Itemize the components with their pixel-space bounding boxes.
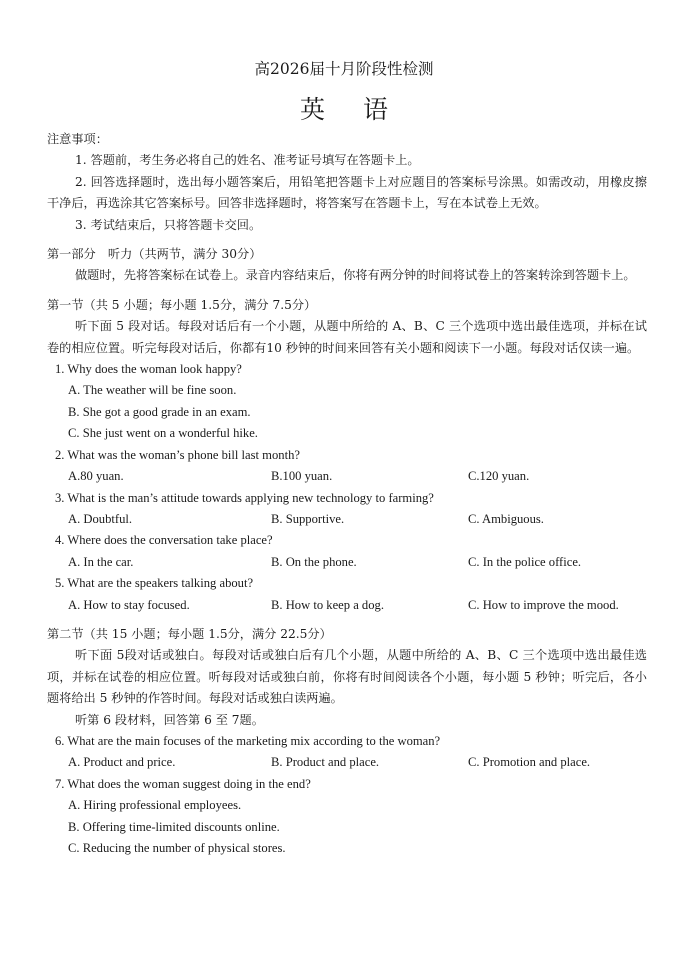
- question-5-options: [47, 595, 647, 616]
- question-7-option-b: B. Offering time-limited discounts online.: [68, 819, 280, 834]
- question-1-option-a: A. The weather will be fine soon.: [68, 383, 237, 398]
- question-6-options: [47, 752, 647, 773]
- exam-content: [47, 129, 647, 859]
- section1-heading: 第一节（共 5 小题；每小题 1.5分，满分 7.5分）: [47, 297, 317, 312]
- note-item-3: 3. 考试结束后，只将答题卡交回。: [75, 217, 262, 232]
- section2-instructions: 听下面 5段对话或独白。每段对话或独白后有几个小题，从题中所给的 A、B、C 三个选项中选出最佳选项，并标在试卷的相应位置。听每段对话或独白前，你将有时间阅读各个小题，每小题 5 秒钟；听完后，各小题将给出 5 秒钟的作答时间。每段对话或独白读两遍。: [47, 648, 647, 706]
- question-6-option-c: C. Promotion and place.: [468, 755, 591, 770]
- question-7-option-c: C. Reducing the number of physical stores.: [68, 841, 286, 855]
- question-5-option-b: B. How to keep a dog.: [271, 597, 384, 612]
- exam-subtitle: 高2026届十月阶段性检测: [254, 60, 434, 78]
- question-7: 7. What does the woman suggest doing in the end?: [55, 776, 311, 791]
- question-2-options: [47, 466, 647, 487]
- section1-instructions: 听下面 5 段对话。每段对话后有一个小题，从题中所给的 A、B、C 三个选项中选出最佳选项，并标在试卷的相应位置。听完每段对话后，你都有10 秒钟的时间来回答有关小题和阅读下一小题。每段对话仅读一遍。: [47, 319, 647, 355]
- note-item-1: 1. 答题前，考生务必将自己的姓名、准考证号填写在答题卡上。: [75, 153, 420, 168]
- question-5: 5. What are the speakers talking about?: [55, 576, 254, 591]
- question-1-option-b: B. She got a good grade in an exam.: [68, 404, 251, 419]
- question-4: 4. Where does the conversation take place?: [55, 533, 273, 548]
- question-2-option-b: B.100 yuan.: [271, 469, 333, 484]
- question-6-option-a: A. Product and price.: [68, 755, 176, 770]
- question-1-option-c: C. She just went on a wonderful hike.: [68, 426, 258, 441]
- notes-heading: 注意事项：: [47, 132, 108, 146]
- question-4-option-c: C. In the police office.: [468, 554, 582, 569]
- question-3-option-a: A. Doubtful.: [68, 511, 133, 526]
- part1-instructions: 做题时，先将答案标在试卷上。录音内容结束后，你将有两分钟的时间将试卷上的答案转涂到答题卡上。: [75, 268, 636, 283]
- question-1: 1. Why does the woman look happy?: [55, 362, 242, 377]
- question-3: 3. What is the man’s attitude towards applying new technology to farming?: [55, 490, 434, 505]
- question-4-options: [47, 552, 647, 573]
- section2-heading: 第二节（共 15 小题；每小题 1.5分，满分 22.5分）: [47, 626, 332, 641]
- note-item-2: 2. 回答选择题时，选出每小题答案后，用铅笔把答题卡上对应题目的答案标号涂黑。如需改动，用橡皮擦干净后，再选涂其它答案标号。回答非选择题时，将答案写在答题卡上，写在本试卷上无效。: [47, 174, 647, 211]
- question-6-option-b: B. Product and place.: [271, 755, 380, 770]
- question-3-options: [47, 509, 647, 530]
- question-4-option-b: B. On the phone.: [271, 554, 357, 569]
- exam-title: 英语: [299, 95, 426, 124]
- section2-material-note: 听第 6 段材料，回答第 6 至 7题。: [75, 712, 264, 727]
- question-7-option-a: A. Hiring professional employees.: [68, 798, 242, 813]
- question-6: 6. What are the main focuses of the marketing mix according to the woman?: [55, 733, 441, 748]
- question-5-option-c: C. How to improve the mood.: [468, 597, 619, 612]
- question-2: 2. What was the woman’s phone bill last month?: [55, 447, 300, 462]
- question-2-option-a: A.80 yuan.: [68, 469, 124, 484]
- question-2-option-c: C.120 yuan.: [468, 469, 530, 484]
- question-4-option-a: A. In the car.: [68, 554, 134, 569]
- question-3-option-c: C. Ambiguous.: [468, 511, 544, 526]
- question-5-option-a: A. How to stay focused.: [68, 597, 190, 612]
- question-3-option-b: B. Supportive.: [271, 511, 345, 526]
- part1-heading: 第一部分 听力（共两节，满分 30分）: [47, 247, 262, 262]
